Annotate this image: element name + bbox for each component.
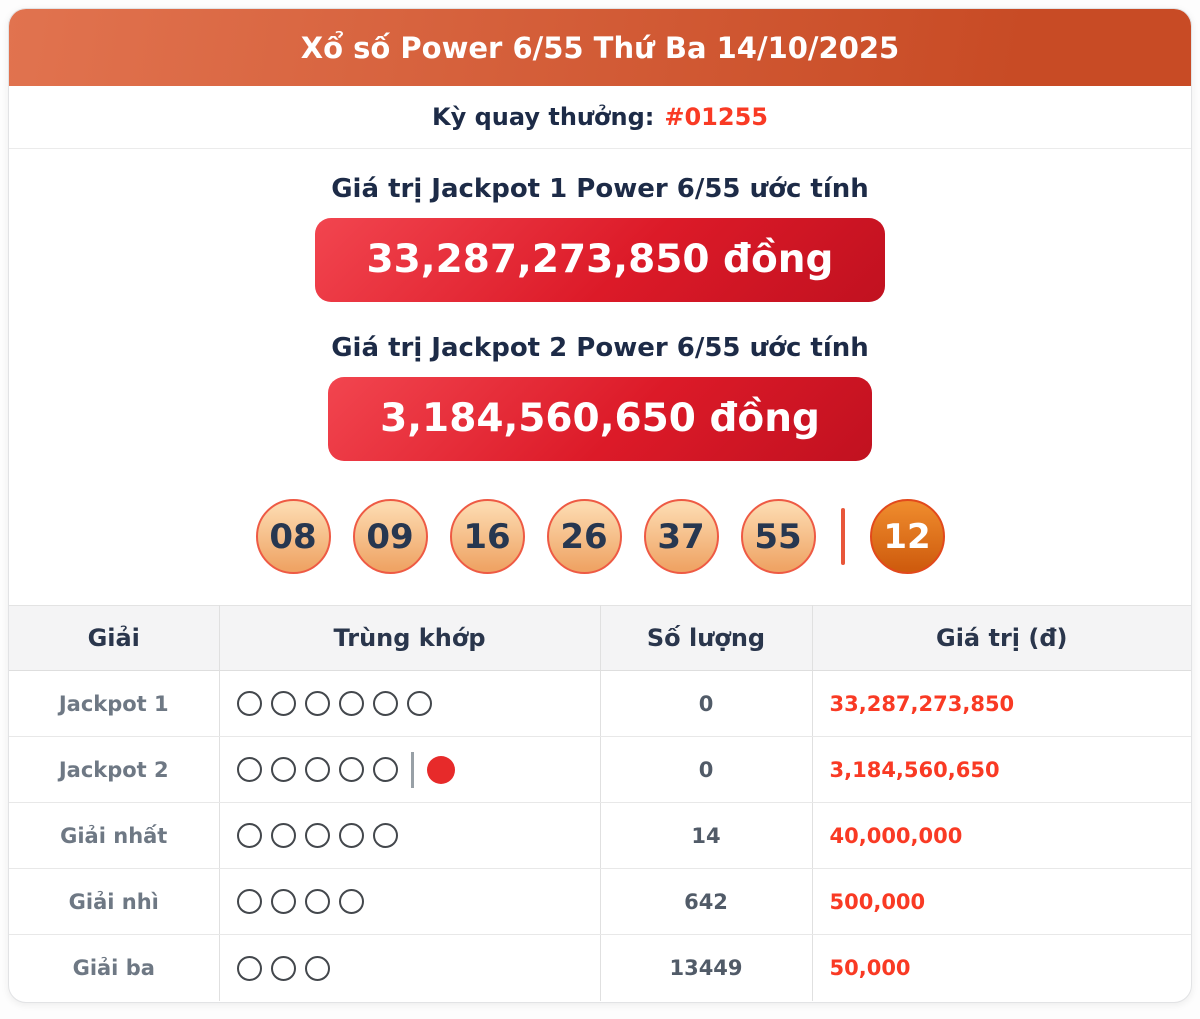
match-circle	[237, 757, 262, 782]
column-header-match: Trùng khớp	[219, 606, 600, 671]
match-circle	[305, 757, 330, 782]
match-pattern	[219, 671, 600, 737]
winning-number-ball: 26	[547, 499, 622, 574]
match-circle	[237, 889, 262, 914]
match-circle	[271, 956, 296, 981]
match-circle	[373, 757, 398, 782]
table-row	[9, 671, 1191, 737]
column-header-count: Số lượng	[600, 606, 812, 671]
column-header-value: Giá trị (đ)	[812, 606, 1191, 671]
prize-name: Jackpot 1	[9, 671, 219, 737]
prize-table	[9, 605, 1191, 1001]
prize-name: Giải ba	[72, 955, 155, 980]
winner-count: 0	[600, 671, 812, 737]
match-circle	[373, 823, 398, 848]
winning-number-ball: 08	[256, 499, 331, 574]
match-circle	[305, 956, 330, 981]
prize-value: 33,287,273,850	[812, 671, 1191, 737]
draw-period-row	[9, 86, 1191, 149]
winning-number-ball: 16	[450, 499, 525, 574]
draw-period-number: #01255	[664, 103, 768, 131]
prize-name: Jackpot 2	[9, 737, 219, 803]
match-circle	[373, 691, 398, 716]
prize-table-header-row	[9, 606, 1191, 671]
table-row	[9, 935, 1191, 1001]
power-number-ball: 12	[870, 499, 945, 574]
match-circle	[339, 757, 364, 782]
match-circle	[237, 823, 262, 848]
lottery-result-card	[8, 8, 1192, 1003]
match-circle	[237, 956, 262, 981]
draw-period-label: Kỳ quay thưởng:	[432, 103, 655, 131]
winning-number-ball: 37	[644, 499, 719, 574]
match-circle	[339, 889, 364, 914]
winner-count: 0	[600, 737, 812, 803]
winner-count: 13449	[600, 935, 812, 1001]
match-circle	[339, 691, 364, 716]
column-header-prize: Giải	[9, 606, 219, 671]
winning-numbers-row	[9, 499, 1191, 574]
match-circle	[237, 691, 262, 716]
match-pattern	[219, 737, 600, 803]
match-circle	[271, 691, 296, 716]
table-row	[9, 869, 1191, 935]
match-circle	[407, 691, 432, 716]
jackpot2-label: Giá trị Jackpot 2 Power 6/55 ước tính	[331, 333, 869, 363]
power-match-dot-icon	[427, 756, 455, 784]
winning-number-ball: 55	[741, 499, 816, 574]
power-number-divider	[841, 508, 845, 565]
match-circle	[305, 691, 330, 716]
match-circle	[339, 823, 364, 848]
match-circle	[271, 889, 296, 914]
prize-name: Giải nhất	[9, 803, 219, 869]
match-separator	[411, 752, 414, 788]
jackpot1-amount-banner: 33,287,273,850 đồng	[315, 218, 886, 302]
page-header	[9, 9, 1191, 86]
match-pattern	[219, 935, 600, 1001]
page-title: Xổ số Power 6/55 Thứ Ba 14/10/2025	[300, 30, 900, 65]
prize-value: 3,184,560,650	[812, 737, 1191, 803]
match-pattern	[219, 869, 600, 935]
jackpot1-label: Giá trị Jackpot 1 Power 6/55 ước tính	[331, 174, 869, 204]
match-circle	[271, 757, 296, 782]
prize-value: 500,000	[812, 869, 1191, 935]
winner-count: 14	[600, 803, 812, 869]
table-row	[9, 803, 1191, 869]
match-circle	[305, 889, 330, 914]
prize-value: 50,000	[812, 935, 1191, 1001]
match-pattern	[219, 803, 600, 869]
winning-number-ball: 09	[353, 499, 428, 574]
match-circle	[271, 823, 296, 848]
match-circle	[305, 823, 330, 848]
prize-value: 40,000,000	[812, 803, 1191, 869]
winner-count: 642	[600, 869, 812, 935]
jackpot2-amount-banner: 3,184,560,650 đồng	[328, 377, 872, 461]
table-row	[9, 737, 1191, 803]
prize-name: Giải nhì	[9, 869, 219, 935]
